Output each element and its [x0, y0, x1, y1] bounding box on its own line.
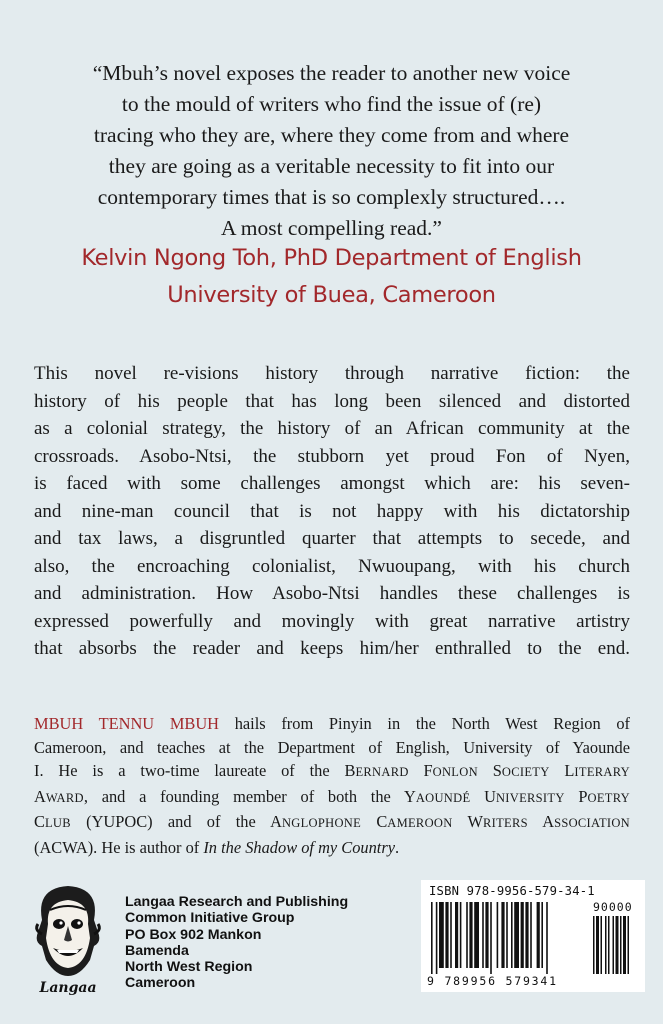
sc-rest: AOUNDÉ — [415, 790, 471, 805]
sc-rest: LUB — [44, 816, 71, 830]
attribution-line-1: Kelvin Ngong Toh, PhD Department of English — [81, 245, 582, 271]
synopsis-line: expressed powerfully and movingly with great narrative artistry — [34, 610, 630, 632]
quote-attribution — [20, 240, 643, 314]
synopsis-line: is faced with some challenges amongst which are: his seven- — [34, 473, 630, 494]
sc-cap: P — [564, 786, 588, 806]
mask-face-icon — [28, 880, 108, 980]
quote-line: A most compelling read.” — [221, 216, 442, 240]
book-title: In the Shadow of my Country — [203, 837, 396, 857]
sc-rest: WARD — [45, 790, 84, 805]
synopsis-line: and tax laws, a disgruntled quarter that attempts to secede, and — [34, 528, 630, 549]
sc-rest: OCIETY — [501, 765, 550, 779]
barcode-bar — [436, 902, 438, 974]
isbn-barcode — [421, 880, 645, 992]
barcode-bar — [445, 902, 448, 968]
synopsis-line: history of his people that has long been silenced and distorted — [34, 390, 630, 412]
publisher-line: Cameroon — [125, 975, 196, 992]
bio-line — [34, 836, 630, 860]
barcode-bar — [482, 902, 484, 968]
bio-line — [34, 785, 630, 811]
sc-rest: SSOCIATION — [554, 816, 631, 830]
quote-line: to the mould of writers who find the issue of (re) — [121, 92, 542, 116]
sc-cap: L — [549, 761, 575, 780]
sc-cap: C — [34, 812, 45, 831]
sc-cap: B — [344, 761, 356, 780]
sc-cap: A — [34, 786, 46, 806]
bio-text: hails from Pinyin in the North West Region of — [219, 714, 630, 733]
sc-rest: RITERS — [483, 816, 528, 830]
publisher-address — [125, 894, 415, 992]
barcode-bar — [474, 902, 479, 968]
sc-rest: OETRY — [587, 790, 631, 805]
barcode-bar — [620, 916, 622, 974]
sc-rest: NIVERSITY — [495, 790, 565, 805]
publisher-line: Langaa Research and Publishing — [125, 894, 349, 910]
bio-line — [34, 759, 630, 785]
barcode-bar — [485, 902, 488, 968]
synopsis-line: This novel re-visions history through narrative fiction: the — [34, 363, 630, 384]
bio-line: Cameroon, and teaches at the Department of English, University of Yaounde — [34, 737, 630, 757]
sc-cap: A — [527, 812, 555, 831]
bio-text: (ACWA). He is author of — [34, 837, 204, 857]
sc-cap: C — [361, 812, 388, 831]
barcode-bar — [514, 902, 519, 968]
synopsis-line: and nine-man council that is not happy with his dictatorship — [34, 500, 630, 522]
endorsement-quote — [28, 58, 635, 244]
barcode-bar — [608, 916, 610, 974]
barcode-bar — [525, 902, 528, 968]
barcode-bar — [455, 902, 458, 968]
bio-text: . — [395, 837, 400, 857]
barcode-bar — [439, 902, 444, 968]
synopsis-line: that absorbs the reader and keeps him/her enthralled to the end. — [34, 638, 630, 659]
ean-digits: 9 789956 579341 — [427, 974, 558, 988]
publisher-line: PO Box 902 Mankon — [125, 926, 262, 943]
logo-wordmark: Langaa — [39, 980, 97, 996]
bio-text: (YUPOC) and of the — [70, 812, 271, 831]
barcode-bar — [501, 902, 504, 968]
author-name: MBUH TENNU MBUH — [34, 714, 219, 733]
quote-line: contemporary times that is so complexly structured…. — [97, 185, 566, 209]
barcode-bar — [541, 902, 543, 968]
barcode-bar — [616, 916, 619, 974]
barcode-bar — [506, 902, 508, 968]
sc-rest: ITERARY — [574, 765, 630, 779]
synopsis-line: as a colonial strategy, the history of an African community at the — [34, 418, 630, 439]
author-bio — [34, 712, 630, 859]
barcode-bar — [511, 902, 513, 968]
barcode-bar — [623, 916, 626, 974]
barcode-bar — [628, 916, 630, 974]
sc-rest: NGLOPHONE — [281, 816, 362, 830]
publisher-line: Bamenda — [125, 942, 189, 959]
quote-line: they are going as a veritable necessity to fit into our — [108, 154, 555, 178]
barcode-bar — [593, 916, 595, 974]
price-addon-digits: 90000 — [593, 900, 633, 914]
sc-cap: W — [452, 812, 483, 831]
sc-cap: F — [408, 761, 433, 780]
barcode-bar — [497, 902, 499, 968]
isbn-number: ISBN 978-9956-579-34-1 — [429, 884, 595, 898]
barcode-bar — [537, 902, 540, 968]
synopsis-line: crossroads. Asobo-Ntsi, the stubborn yet proud Fon of Nyen, — [34, 445, 630, 467]
barcode-bar — [450, 902, 452, 968]
barcode-bar — [601, 916, 603, 974]
barcode-bar — [521, 902, 524, 968]
sc-rest: ERNARD — [355, 765, 409, 779]
sc-cap: S — [477, 761, 502, 780]
synopsis-paragraph — [34, 360, 630, 663]
publisher-line: Common Initiative Group — [125, 910, 295, 927]
bio-line — [34, 810, 630, 836]
sc-rest: AMEROON — [387, 816, 453, 830]
barcode-bar — [460, 902, 462, 968]
barcode-bar — [431, 902, 433, 974]
sc-cap: A — [270, 812, 282, 831]
barcode-bar — [469, 902, 472, 968]
barcode-bar — [490, 902, 492, 974]
barcode-bar — [530, 902, 532, 968]
barcode-bar — [605, 916, 607, 974]
barcode-bar — [546, 902, 548, 974]
quote-line: tracing who they are, where they come from and where — [93, 123, 570, 147]
sc-cap: Y — [403, 786, 416, 806]
bio-text: I. He is a two-time laureate of the — [34, 761, 345, 780]
publisher-line: North West Region — [125, 959, 253, 976]
sc-rest: ONLON — [432, 765, 478, 779]
barcode-bar — [613, 916, 615, 974]
quote-line: “Mbuh’s novel exposes the reader to another new voice — [92, 61, 571, 85]
publisher-logo — [28, 880, 108, 996]
synopsis-line: also, the encroaching colonialist, Nwuoupang, with his church — [34, 555, 630, 577]
sc-cap: U — [470, 786, 496, 806]
bio-line — [34, 712, 630, 736]
synopsis-line: and administration. How Asobo-Ntsi handles these challenges is — [34, 583, 630, 604]
barcode-bar — [466, 902, 468, 968]
bio-text: , and a founding member of both the — [83, 786, 404, 806]
attribution-line-2: University of Buea, Cameroon — [167, 282, 496, 308]
barcode-bar — [596, 916, 599, 974]
